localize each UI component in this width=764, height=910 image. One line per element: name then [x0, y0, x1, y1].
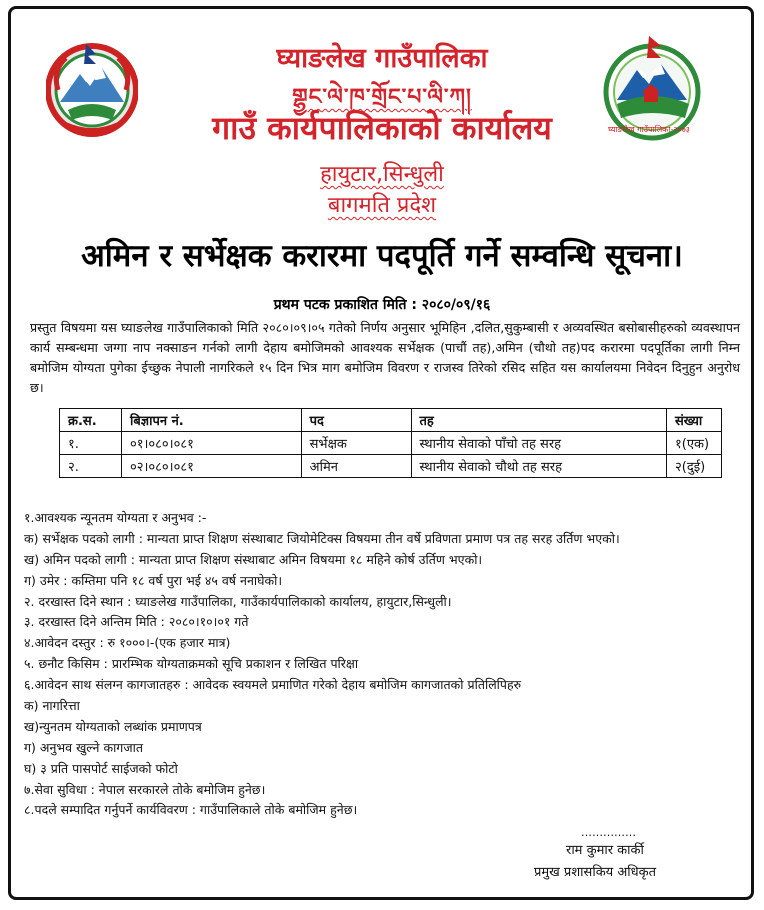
list-item: १.आवश्यक न्यूनतम योग्यता र अनुभव :-: [24, 510, 207, 525]
list-item: ८.पदले सम्पादित गर्नुपर्ने कार्यविवरण : गाउँपालिकाले तोके बमोजिम हुनेछ।: [24, 802, 358, 818]
office-name: गाउँ कार्यपालिकाको कार्यालय: [212, 109, 552, 147]
list-item: ५. छनौट किसिम : प्रारम्भिक योग्यताक्रमको सूचि प्रकाशन र लिखित परिक्षा: [24, 656, 359, 672]
list-item: ७.सेवा सुविधा : नेपाल सरकारले तोके बमोजिम हुनेछ।: [24, 781, 266, 797]
signature-line: ……………: [581, 826, 636, 839]
notice-body: प्रस्तुत विषयमा यस घ्याङलेख गाउँपालिकाको मिति २०८०।०९।०५ गतेको निर्णय अनुसार भूमिहिन ,दलित,सुकुम्बासी र अव्यवस्थित बसोबासीहरुको व्यवस्थापन कार्य सम्बन्धमा जग्गा नाप नक्साङन गर्नको लागी देहाय बमोजिमको आवश्यक सर्भेक्षक (पाचौं तह),अमिन (चौथो तह)पद करारमा पदपूर्तिका लागी निम्न बमोजिम योग्यता पुगेका ईच्छुक नेपाली नागरिकले १५ दिन भित्र माग बमोजिम विवरण र राजस्व तिरेको रसिद सहित यस कार्यालयमा निवेदन दिनुहुन अनुरोध छ।: [30, 320, 740, 395]
notice-title: अमिन र सर्भेक्षक करारमा पदपूर्ति गर्ने सम्वन्धि सूचना।: [81, 238, 683, 274]
list-item: क) सर्भेक्षक पदको लागी : मान्यता प्राप्त शिक्षण संस्थाबाट जियोमेटिक्स विषयमा तीन वर्षे प्रविणता प्रमाण पत्र तह सरह उर्तिण भएको।: [24, 530, 620, 546]
municipality-name-nepali: घ्याङलेख गाउँपालिका: [276, 43, 488, 74]
col-header-count: संख्या: [666, 409, 721, 432]
list-item: ख) अमिन पदको लागी : मान्यता प्राप्त शिक्षण संस्थाबाट अमिन विषयमा १८ महिने कोर्ष उर्तिण भएको।: [24, 551, 483, 567]
table-cell: २.: [60, 455, 122, 478]
list-item: ग) अनुभव खुल्ने कागजात: [24, 739, 143, 755]
signatory-name: राम कुमार कार्की: [566, 843, 644, 858]
vacancy-table: [59, 408, 722, 478]
table-cell: सर्भेक्षक: [301, 432, 411, 455]
municipality-name-tibetan: གྷྱང་ལེ་ཁ་གྲོང་པ་ལི་ཀ།: [292, 85, 472, 110]
requirements-list: [24, 508, 744, 821]
list-item: २. दरखास्त दिने स्थान : घ्याङलेख गाउँपालिका, गाउँकार्यपालिकाको कार्यालय, हायुटार,सिन्धुली।: [24, 593, 452, 609]
col-header-level: तह: [411, 409, 666, 432]
list-item: घ) ३ प्रति पासपोर्ट साईजको फोटो: [24, 760, 178, 776]
col-header-sn: क्र.स.: [60, 409, 122, 432]
office-location: हायुटार,सिन्धुली: [320, 162, 444, 187]
table-cell: १.: [60, 432, 122, 455]
province-name: बागमति प्रदेश: [327, 193, 437, 218]
col-header-advert-no: बिज्ञापन नं.: [121, 409, 301, 432]
signatory-title: प्रमुख प्रशासकिय अधिकृत: [534, 865, 657, 880]
table-cell: स्थानीय सेवाको पाँचो तह सरह: [411, 432, 666, 455]
list-item: ३. दरखास्त दिने अन्तिम मिति : २०८०।१०।०१ गते: [24, 614, 249, 630]
col-header-post: पद: [301, 409, 411, 432]
table-cell: अमिन: [301, 455, 411, 478]
table-cell: १(एक): [666, 432, 721, 455]
table-cell: २(दुई): [666, 455, 721, 478]
list-item: क) नागरित्ता: [24, 698, 80, 714]
publish-date: प्रथम पटक प्रकाशित मिति : २०८०/०९/१६: [273, 297, 491, 313]
list-item: ख)न्युनतम योग्यताको लब्धांक प्रमाणपत्र: [24, 718, 202, 734]
table-cell: ०२।०८०।०८१: [121, 455, 301, 478]
table-cell: ०१।०८०।०८१: [121, 432, 301, 455]
list-item: ४.आवेदन दस्तुर : रु १०००।-(एक हजार मात्र): [24, 635, 231, 651]
list-item: ग) उमेर : कम्तिमा पनि १८ वर्ष पुरा भई ४५ वर्ष ननाघेको।: [24, 572, 283, 588]
table-cell: स्थानीय सेवाको चौथो तह सरह: [411, 455, 666, 478]
table-row: [60, 455, 722, 478]
table-header-row: [60, 409, 722, 432]
table-row: [60, 432, 722, 455]
list-item: ६.आवेदन साथ संलग्न कागजातहरु : आवेदक स्वयमले प्रमाणित गरेको देहाय बमोजिम कागजातको प्रतिलिपिहरु: [24, 677, 522, 693]
logo-text: घ्याङलेख गाउँपालिका-२०७३: [608, 125, 690, 134]
